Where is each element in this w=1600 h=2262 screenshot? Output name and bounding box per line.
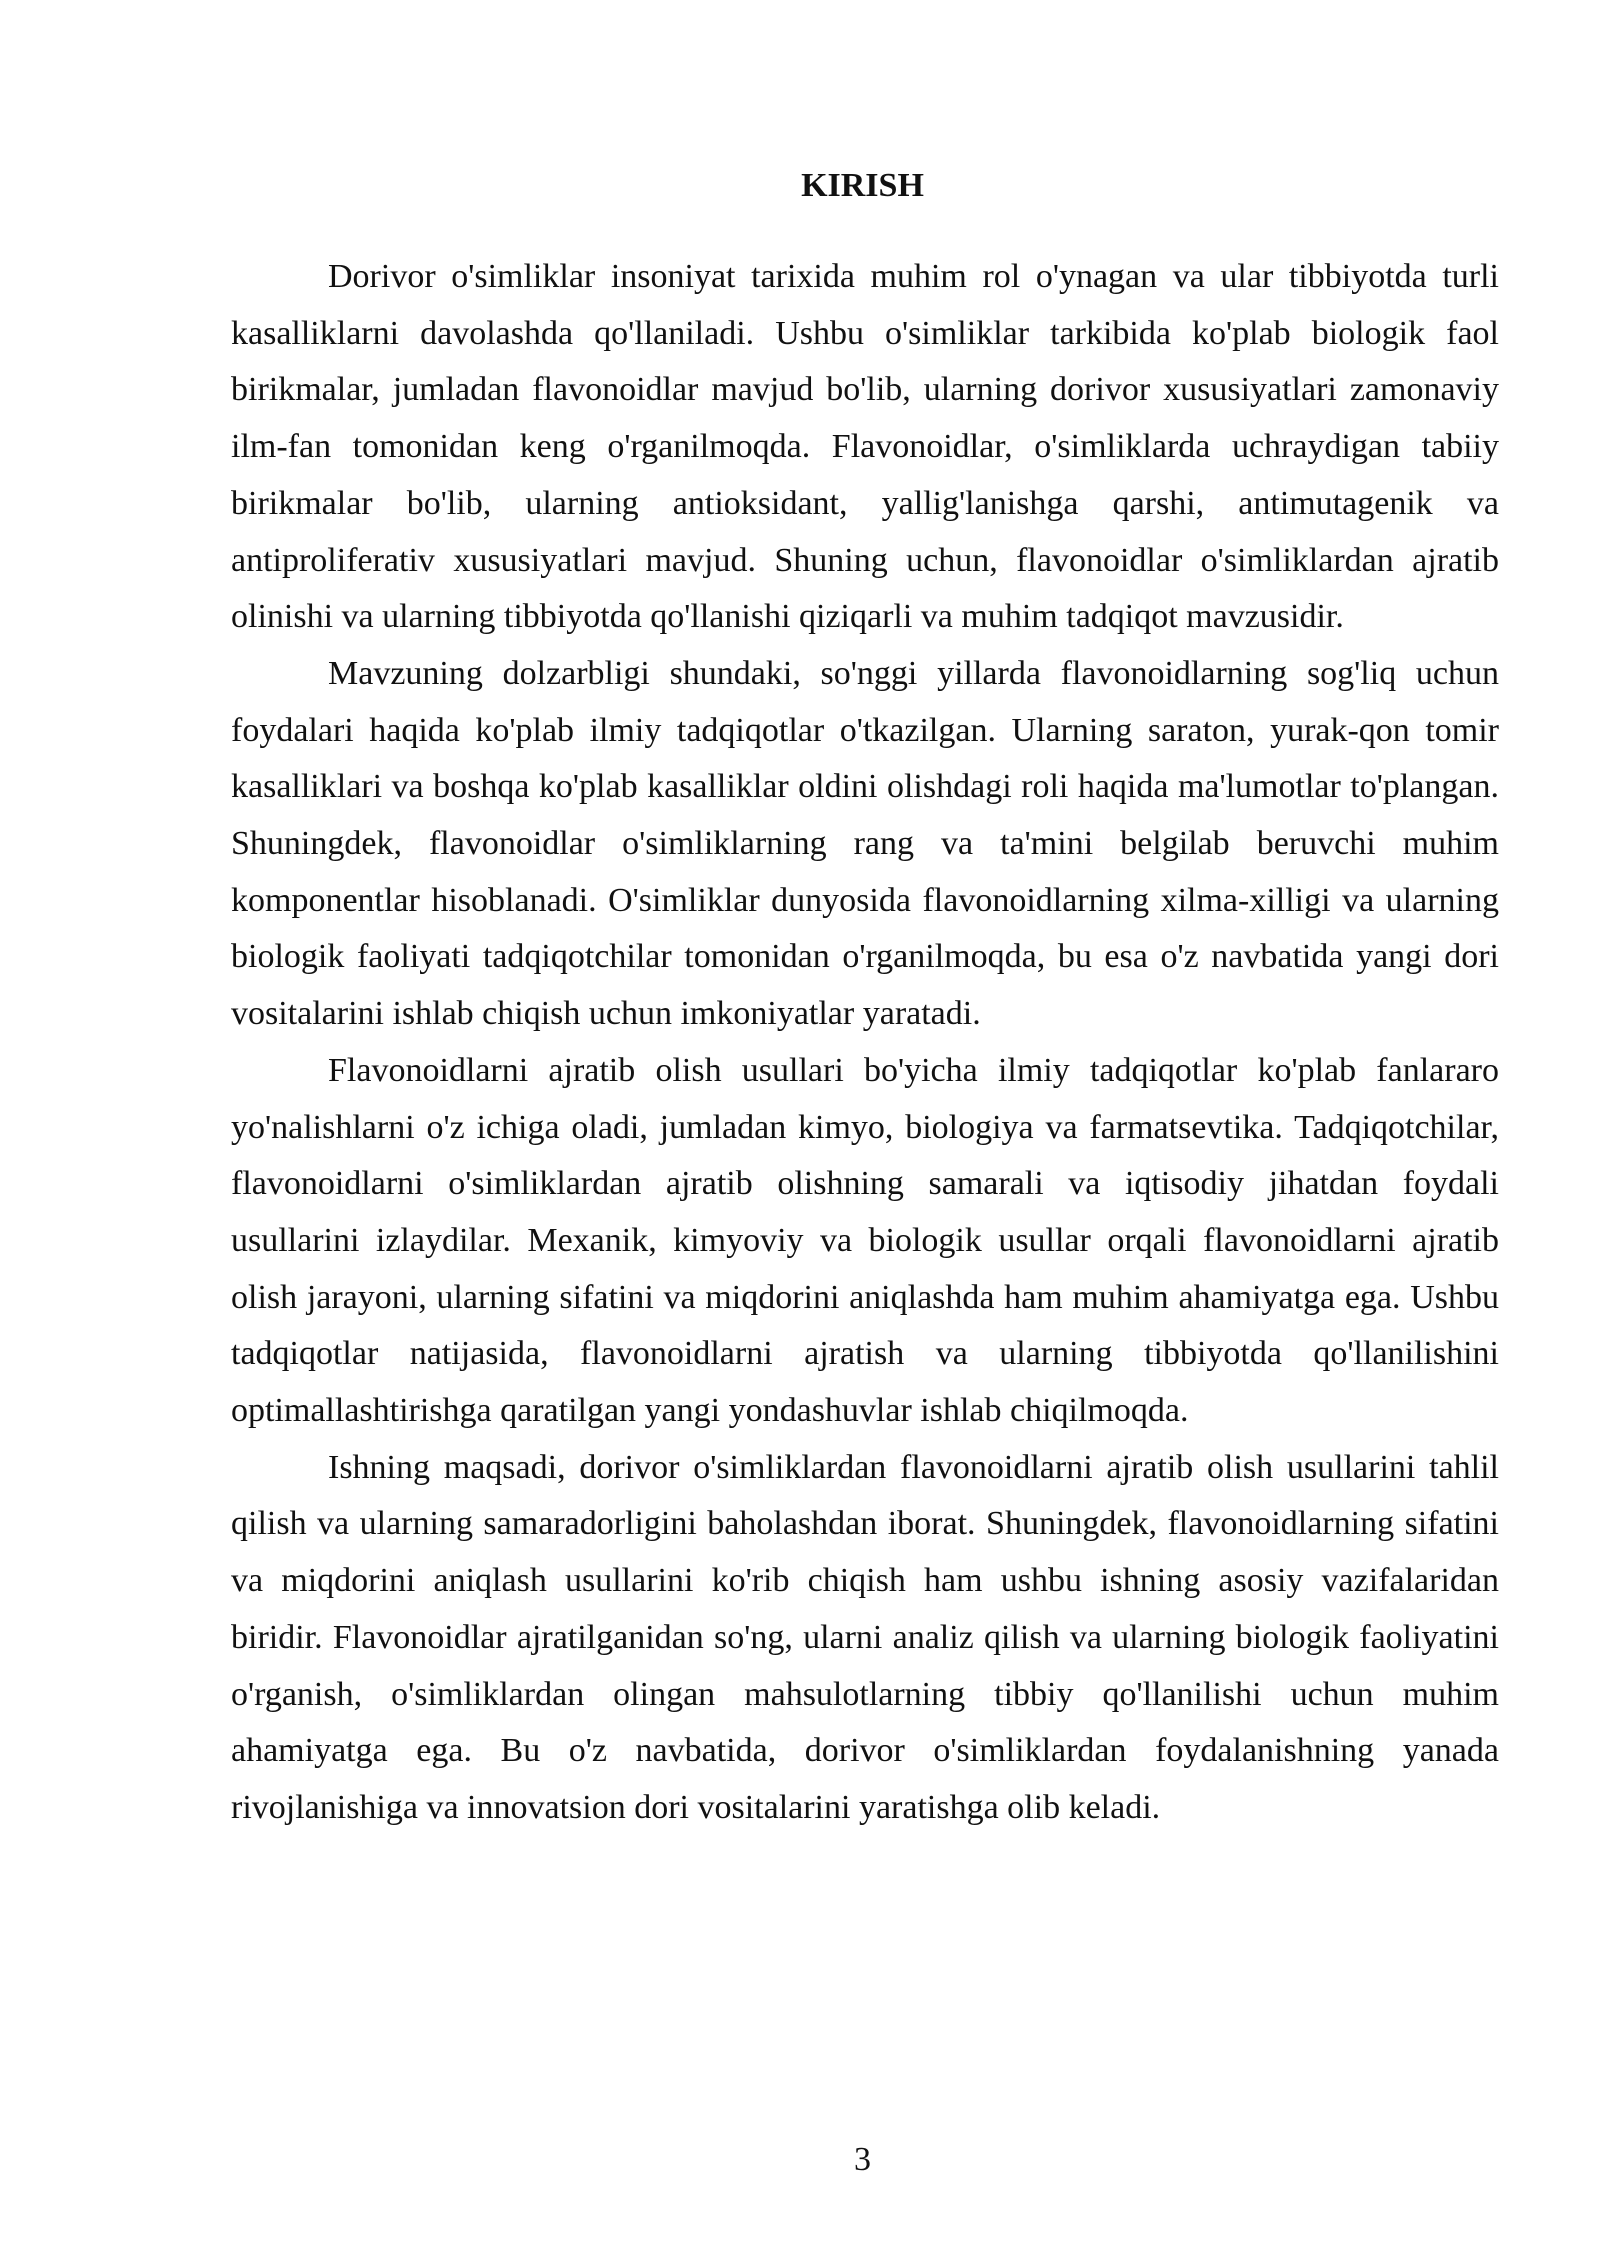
document-body	[231, 249, 1499, 1837]
paragraph: Dorivor o'simliklar insoniyat tarixida muhim rol o'ynagan va ular tibbiyotda turli kasalliklarni davolashda qo'llaniladi. Ushbu o'simliklar tarkibida ko'plab biologik faol birikmalar, jumladan flavonoidlar mavjud bo'lib, ularning dorivor xususiyatlari zamonaviy ilm-fan tomonidan keng o'rganilmoqda. Flavonoidlar, o'simliklarda uchraydigan tabiiy birikmalar bo'lib, ularning antioksidant, yallig'lanishga qarshi, antimutagenik va antiproliferativ xususiyatlari mavjud. Shuning uchun, flavonoidlar o'simliklardan ajratib olinishi va ularning tibbiyotda qo'llanishi qiziqarli va muhim tadqiqot mavzusidir.	[231, 258, 1499, 636]
paragraph: Ishning maqsadi, dorivor o'simliklardan flavonoidlarni ajratib olish usullarini tahlil qilish va ularning samaradorligini baholashdan iborat. Shuningdek, flavonoidlarning sifatini va miqdorini aniqlash usullarini ko'rib chiqish ham ushbu ishning asosiy vazifalaridan biridir. Flavonoidlar ajratilganidan so'ng, ularni analiz qilish va ularning biologik faoliyatini o'rganish, o'simliklardan olingan mahsulotlarning tibbiy qo'llanilishi uchun muhim ahamiyatga ega. Bu o'z navbatida, dorivor o'simliklardan foydalanishning yanada rivojlanishiga va innovatsion dori vositalarini yaratishga olib keladi.	[231, 1448, 1499, 1826]
paragraph: Flavonoidlarni ajratib olish usullari bo'yicha ilmiy tadqiqotlar ko'plab fanlararo yo'nalishlarni o'z ichiga oladi, jumladan kimyo, biologiya va farmatsevtika. Tadqiqotchilar, flavonoidlarni o'simliklardan ajratib olishning samarali va iqtisodiy jihatdan foydali usullarini izlaydilar. Mexanik, kimyoviy va biologik usullar orqali flavonoidlarni ajratib olish jarayoni, ularning sifatini va miqdorini aniqlashda ham muhim ahamiyatga ega. Ushbu tadqiqotlar natijasida, flavonoidlarni ajratish va ularning tibbiyotda qo'llanilishini optimallashtirishga qaratilgan yangi yondashuvlar ishlab chiqilmoqda.	[231, 1051, 1499, 1430]
page-number: 3	[854, 2141, 871, 2178]
paragraph: Mavzuning dolzarbligi shundaki, so'nggi yillarda flavonoidlarning sog'liq uchun foydalari haqida ko'plab ilmiy tadqiqotlar o'tkazilgan. Ularning saraton, yurak-qon tomir kasalliklari va boshqa ko'plab kasalliklar oldini olishdagi roli haqida ma'lumotlar to'plangan. Shuningdek, flavonoidlar o'simliklarning rang va ta'mini belgilab beruvchi muhim komponentlar hisoblanadi. O'simliklar dunyosida flavonoidlarning xilma-xilligi va ularning biologik faoliyati tadqiqotchilar tomonidan o'rganilmoqda, bu esa o'z navbatida yangi dori vositalarini ishlab chiqish uchun imkoniyatlar yaratadi.	[231, 654, 1499, 1033]
page-title: KIRISH	[801, 167, 924, 204]
